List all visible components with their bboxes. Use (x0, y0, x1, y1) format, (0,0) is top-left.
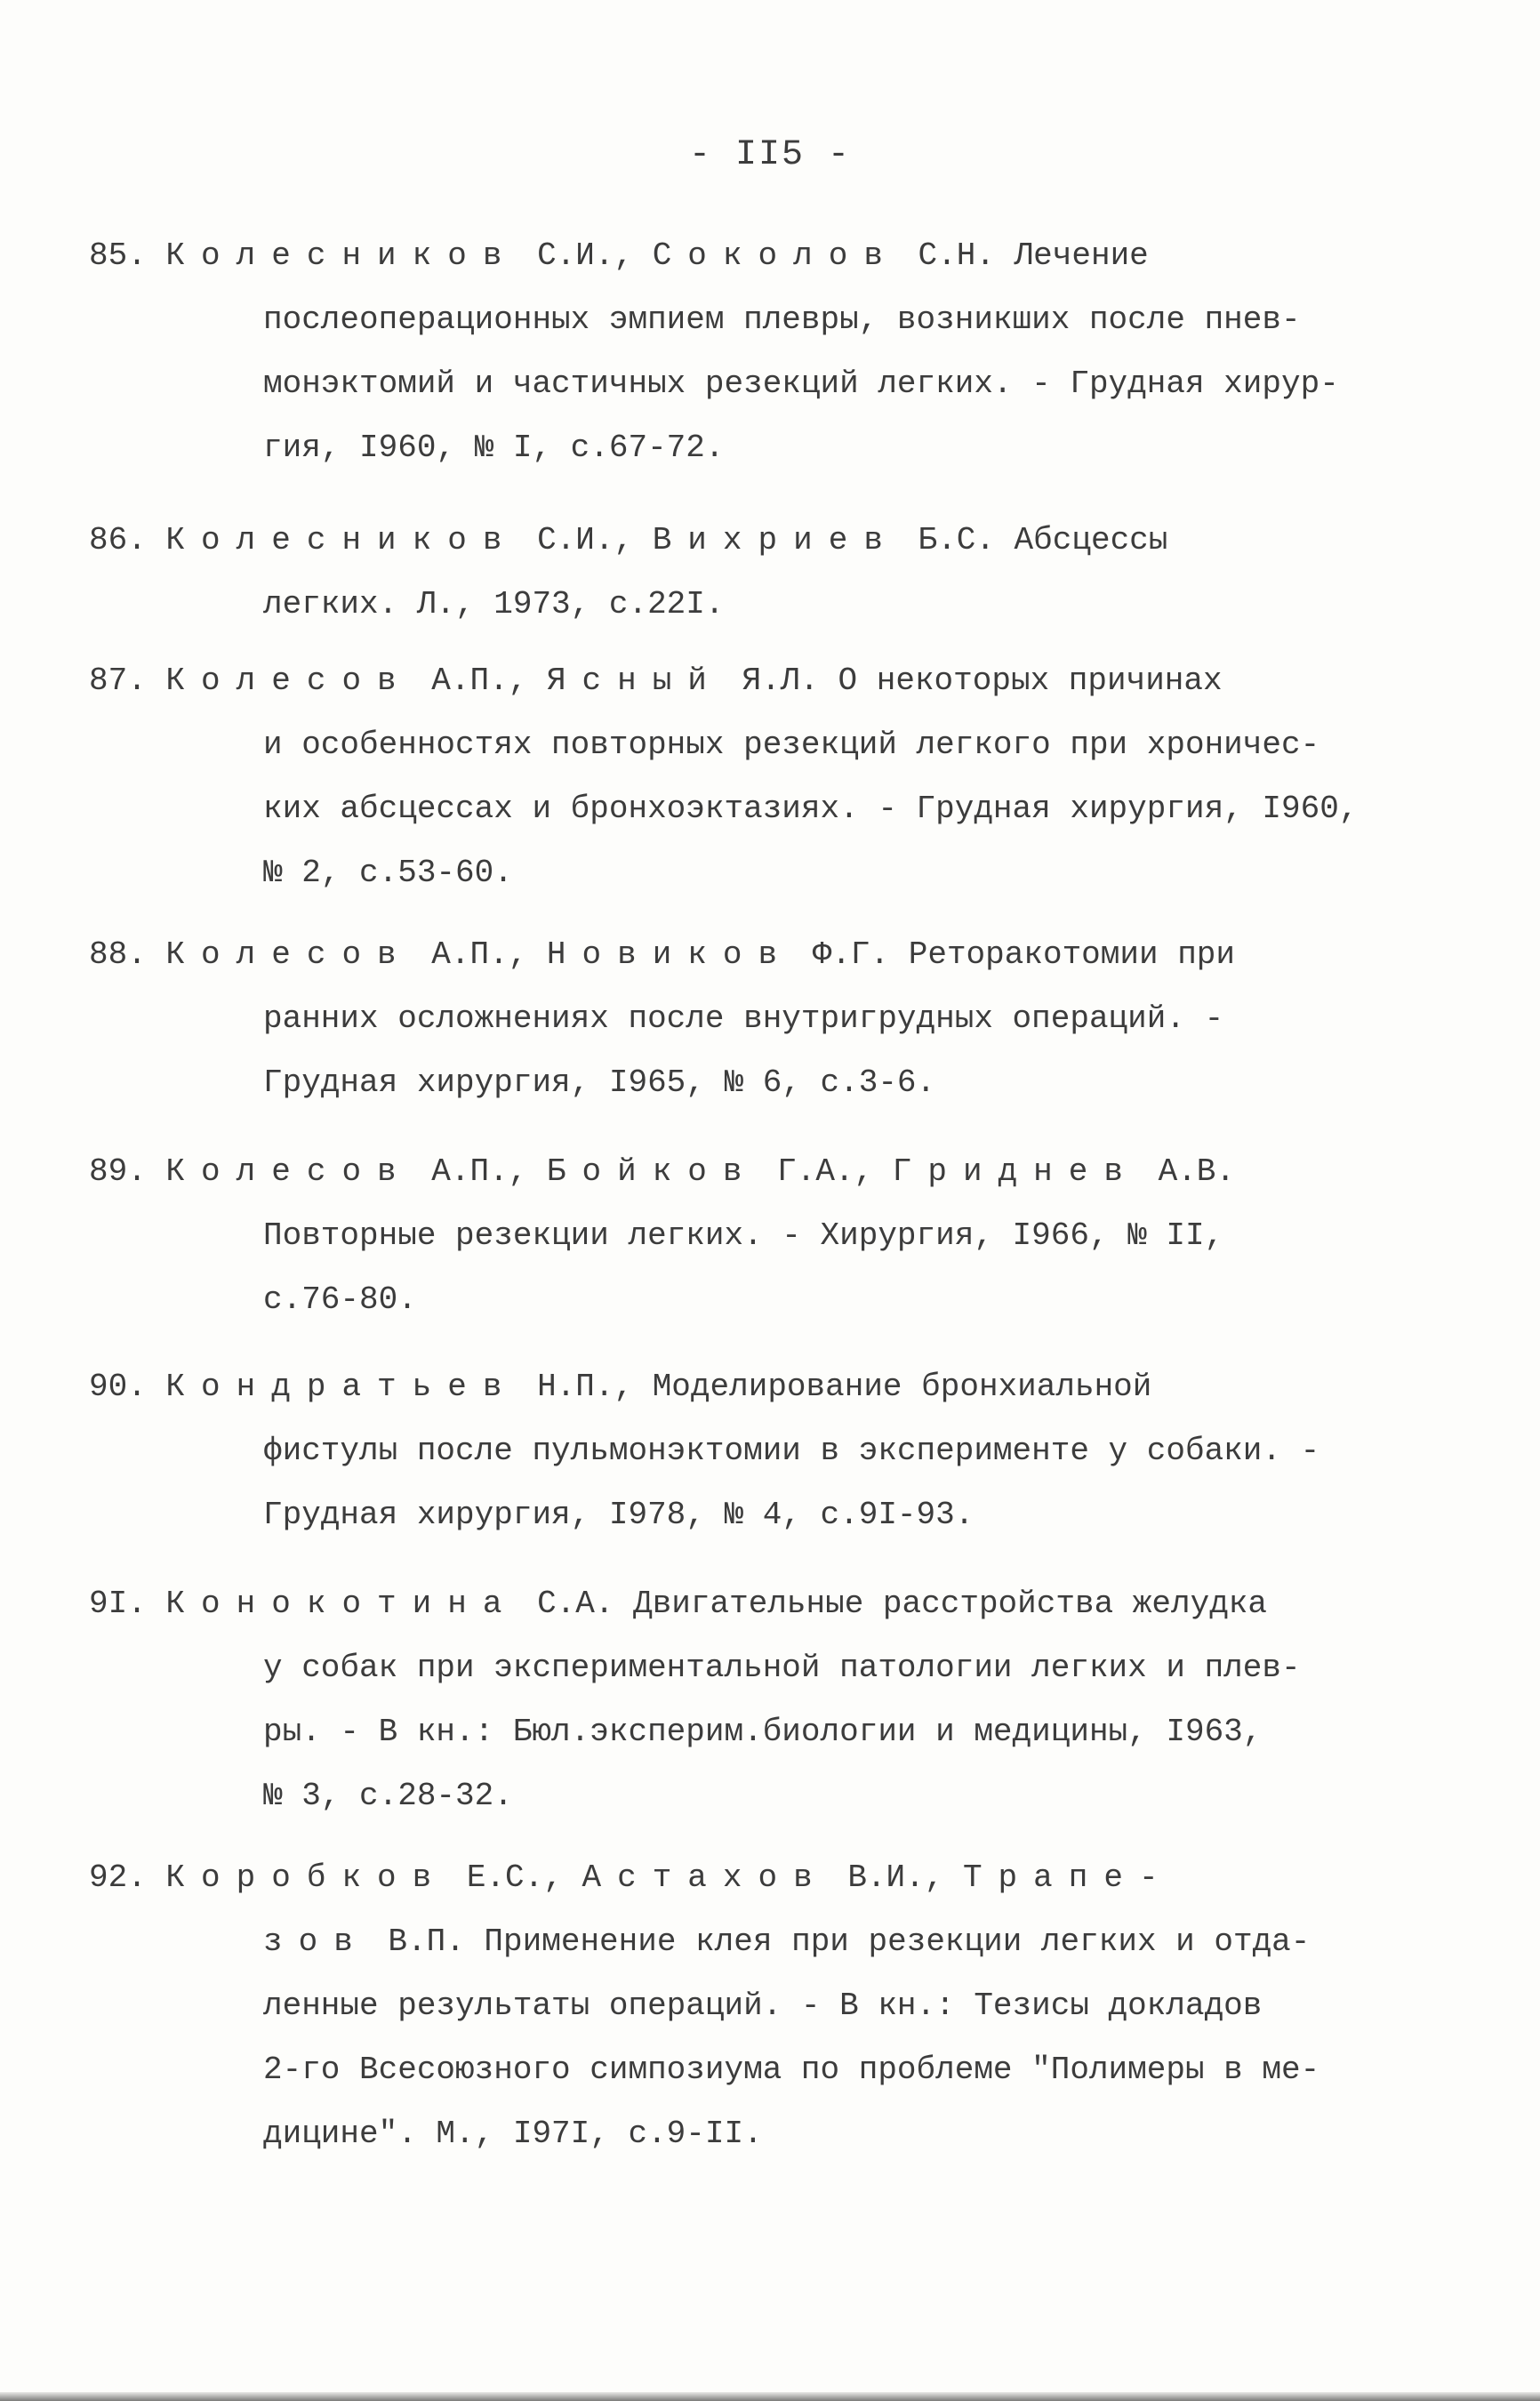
entry-line (89, 1910, 1476, 1974)
entry-text: ких абсцессах и бронхоэктазиях. - Грудная хирургия, I960, (263, 791, 1359, 827)
author-surname: Колесов (165, 936, 413, 973)
bibliography-entry (89, 649, 1476, 905)
entry-line (89, 416, 1476, 480)
entry-text: ры. - В кн.: Бюл.эксперим.биологии и медицины, I963, (263, 1714, 1263, 1750)
author-surname: Новиков (546, 936, 794, 973)
entry-text: Б.С. Абсцессы (898, 522, 1168, 558)
entry-line (89, 224, 1476, 288)
author-surname: Вихриев (652, 522, 899, 558)
entry-line (89, 649, 1476, 713)
entry-number: 88. (89, 936, 166, 973)
entry-line (89, 1700, 1476, 1764)
bibliography-entry (89, 1355, 1476, 1547)
entry-text: А.П., (412, 936, 547, 973)
author-surname: Колесников (165, 237, 518, 274)
entry-text: Г.А., (758, 1153, 893, 1190)
author-surname: Астахов (582, 1859, 829, 1896)
entry-line (89, 1355, 1476, 1419)
entry-text: С.И., (517, 237, 653, 274)
entry-text: № 3, с.28-32. (263, 1778, 513, 1814)
author-surname: Колесов (165, 662, 413, 699)
entry-text: В.П. Применение клея при резекции легких и отда- (368, 1923, 1311, 1960)
page-number: - II5 - (688, 135, 852, 175)
entry-text: у собак при экспериментальной патологии легких и плев- (263, 1650, 1301, 1686)
entry-line (89, 713, 1476, 777)
entry-line (89, 841, 1476, 905)
author-surname: Кондратьев (165, 1369, 518, 1405)
author-surname: Колесников (165, 522, 518, 558)
entry-text: гия, I960, № I, с.67-72. (263, 430, 725, 466)
entry-line (89, 987, 1476, 1051)
entry-number: 85. (89, 237, 166, 274)
author-surname: Конокотина (165, 1586, 518, 1622)
entry-text: Грудная хирургия, I978, № 4, с.9I-93. (263, 1497, 975, 1533)
entry-text: С.Н. Лечение (898, 237, 1149, 274)
entry-line (89, 1051, 1476, 1115)
bibliography-entry (89, 509, 1476, 637)
author-surname: Бойков (546, 1153, 758, 1190)
entry-text: Я.Л. О некоторых причинах (722, 662, 1223, 699)
entry-line (89, 1419, 1476, 1483)
entry-number: 86. (89, 522, 166, 558)
entry-text: дицине". М., I97I, с.9-II. (263, 2116, 763, 2152)
entry-line (89, 1572, 1476, 1636)
entry-text: послеоперационных эмпием плевры, возникших после пнев- (263, 301, 1301, 338)
entry-text: Ф.Г. Реторакотомии при (793, 936, 1236, 973)
bibliography-entry (89, 1846, 1476, 2166)
entry-text: Повторные резекции легких. - Хирургия, I966, № II, (263, 1217, 1224, 1254)
entry-line (89, 2102, 1476, 2166)
entry-text: Грудная хирургия, I965, № 6, с.3-6. (263, 1064, 936, 1101)
entry-line (89, 2038, 1476, 2102)
entry-text: Н.П., Моделирование бронхиальной (517, 1369, 1152, 1405)
author-surname: Колесов (165, 1153, 413, 1190)
author-surname: зов (263, 1923, 369, 1960)
author-surname: Трапе- (962, 1859, 1175, 1896)
entry-line (89, 1636, 1476, 1700)
entry-line (89, 923, 1476, 987)
entry-line (89, 1846, 1476, 1910)
entry-number: 9I. (89, 1586, 166, 1622)
entry-number: 87. (89, 662, 166, 699)
bibliography-entry (89, 1140, 1476, 1332)
author-surname: Соколов (652, 237, 899, 274)
entry-text: монэктомий и частичных резекций легких. - Грудная хирур- (263, 365, 1339, 402)
author-surname: Ясный (546, 662, 723, 699)
entry-line (89, 1140, 1476, 1204)
author-surname: Коробков (165, 1859, 448, 1896)
entry-text: А.П., (412, 1153, 547, 1190)
entry-text: фистулы после пульмонэктомии в эксперименте у собаки. - (263, 1433, 1320, 1469)
entry-number: 89. (89, 1153, 166, 1190)
entry-line (89, 352, 1476, 416)
entry-text: ленные результаты операций. - В кн.: Тезисы докладов (263, 1987, 1263, 2024)
entry-text: Е.С., (447, 1859, 582, 1896)
entry-text: С.А. Двигательные расстройства желудка (517, 1586, 1268, 1622)
entry-text: А.В. (1138, 1153, 1236, 1190)
bibliography-entry (89, 923, 1476, 1115)
entry-number: 90. (89, 1369, 166, 1405)
entry-text: В.И., (828, 1859, 963, 1896)
entry-text: С.И., (517, 522, 653, 558)
author-surname: Гриднев (892, 1153, 1139, 1190)
entry-line (89, 1764, 1476, 1828)
entry-line (89, 1204, 1476, 1268)
entry-line (89, 777, 1476, 841)
bibliography-entry (89, 224, 1476, 480)
entry-text: с.76-80. (263, 1281, 417, 1318)
entry-line (89, 288, 1476, 352)
entry-text: А.П., (412, 662, 547, 699)
bibliography-entry (89, 1572, 1476, 1828)
entry-number: 92. (89, 1859, 166, 1896)
entry-line (89, 573, 1476, 637)
entry-line (89, 1483, 1476, 1547)
entry-text: легких. Л., 1973, с.22I. (263, 586, 725, 622)
entry-text: и особенностях повторных резекций легкого при хроничес- (263, 727, 1320, 763)
entry-line (89, 1974, 1476, 2038)
scan-bottom-edge (0, 2392, 1540, 2401)
entry-text: 2-го Всесоюзного симпозиума по проблеме "Полимеры в ме- (263, 2052, 1320, 2088)
entry-line (89, 509, 1476, 573)
entry-text: № 2, с.53-60. (263, 855, 513, 891)
entry-line (89, 1268, 1476, 1332)
entry-text: ранних осложнениях после внутригрудных операций. - (263, 1000, 1224, 1037)
